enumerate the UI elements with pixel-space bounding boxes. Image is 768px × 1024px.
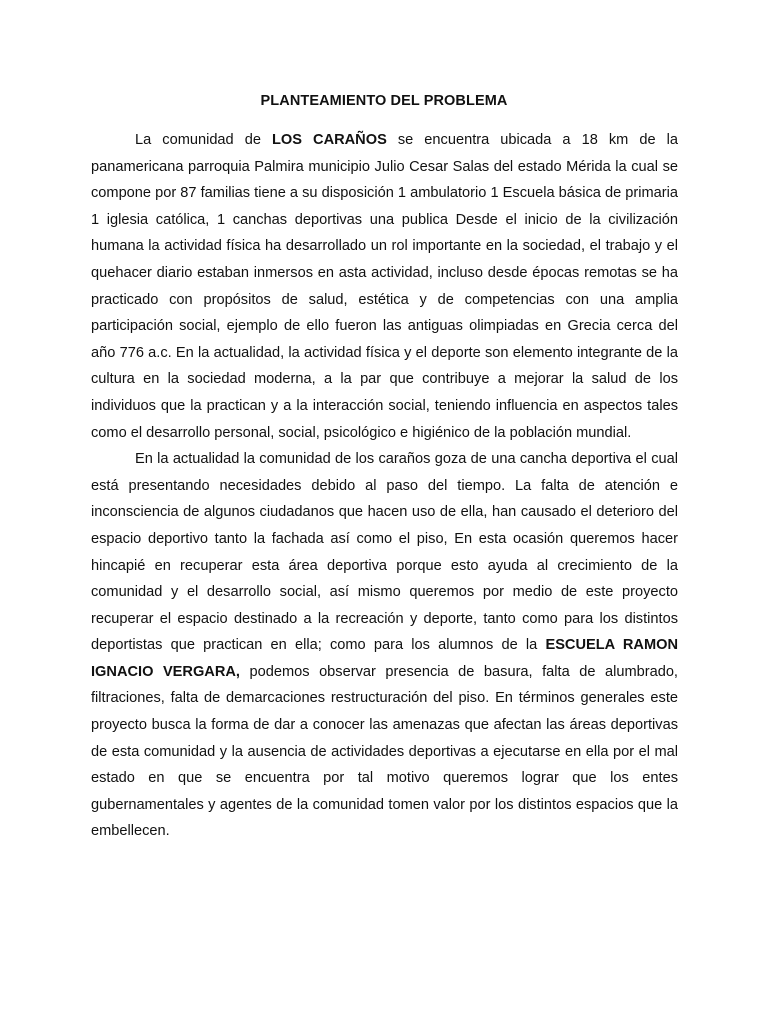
paragraph1-intro-text: La comunidad de xyxy=(135,132,272,148)
document-title: PLANTEAMIENTO DEL PROBLEMA xyxy=(260,93,508,109)
paragraph-community-description xyxy=(91,127,678,446)
paragraph2-body-text: podemos observar presencia de basura, falta de alumbrado, filtraciones, falta de demarcaciones restructuración del piso. En términos generales este proyecto busca la forma de dar a conocer las amenazas que afectan las áreas deportivas de esta comunidad y la ausencia de actividades deportivas a ejecutarse en ella por el mal estado en que se encuentra por tal motivo queremos lograr que los entes gubernamentales y agentes de la comunidad tomen valor por los distintos espacios que la embellecen. xyxy=(91,663,678,840)
paragraph1-body-text: se encuentra ubicada a 18 km de la panamericana parroquia Palmira municipio Julio Cesar Salas del estado Mérida la cual se compone por 87 familias tiene a su disposición 1 ambulatorio 1 Escuela básica de primaria 1 iglesia católica, 1 canchas deportivas una publica Desde el inicio de la civilización humana la actividad física ha desarrollado un rol importante en la sociedad, el trabajo y el quehacer diario estaban inmersos en asta actividad, incluso desde épocas remotas se ha practicado con propósitos de salud, estética y de competencias con una amplia participación social, ejemplo de ello fueron las antiguas olimpiadas en Grecia cerca del año 776 a.c. En la actualidad, la actividad física y el deporte son elemento integrante de la cultura en la sociedad moderna, a la par que contribuye a mejorar la salud de los individuos que la practican y a la interacción social, teniendo influencia en aspectos tales como el desarrollo personal, social, psicológico e higiénico de la población mundial. xyxy=(91,132,678,441)
document-body xyxy=(91,127,678,845)
paragraph2-intro-text: En la actualidad la comunidad de los caraños goza de una cancha deportiva el cual está presentando necesidades debido al paso del tiempo. La falta de atención e inconsciencia de algunos ciudadanos que hacen uso de ella, han causado el deterioro del espacio deportivo tanto la fachada así como el piso, En esta ocasión queremos hacer hincapié en recuperar esta área deportiva porque esto ayuda al crecimiento de la comunidad y el desarrollo social, así mismo queremos por medio de este proyecto recuperar el espacio destinado a la recreación y deporte, tanto como para los distintos deportistas que practican en ella; como para los alumnos de la xyxy=(91,451,678,654)
community-name-bold: LOS CARAÑOS xyxy=(271,132,387,148)
school-name-bold: ESCUELA RAMON IGNACIO VERGARA, xyxy=(91,637,678,680)
paragraph-problem-statement xyxy=(91,446,678,845)
